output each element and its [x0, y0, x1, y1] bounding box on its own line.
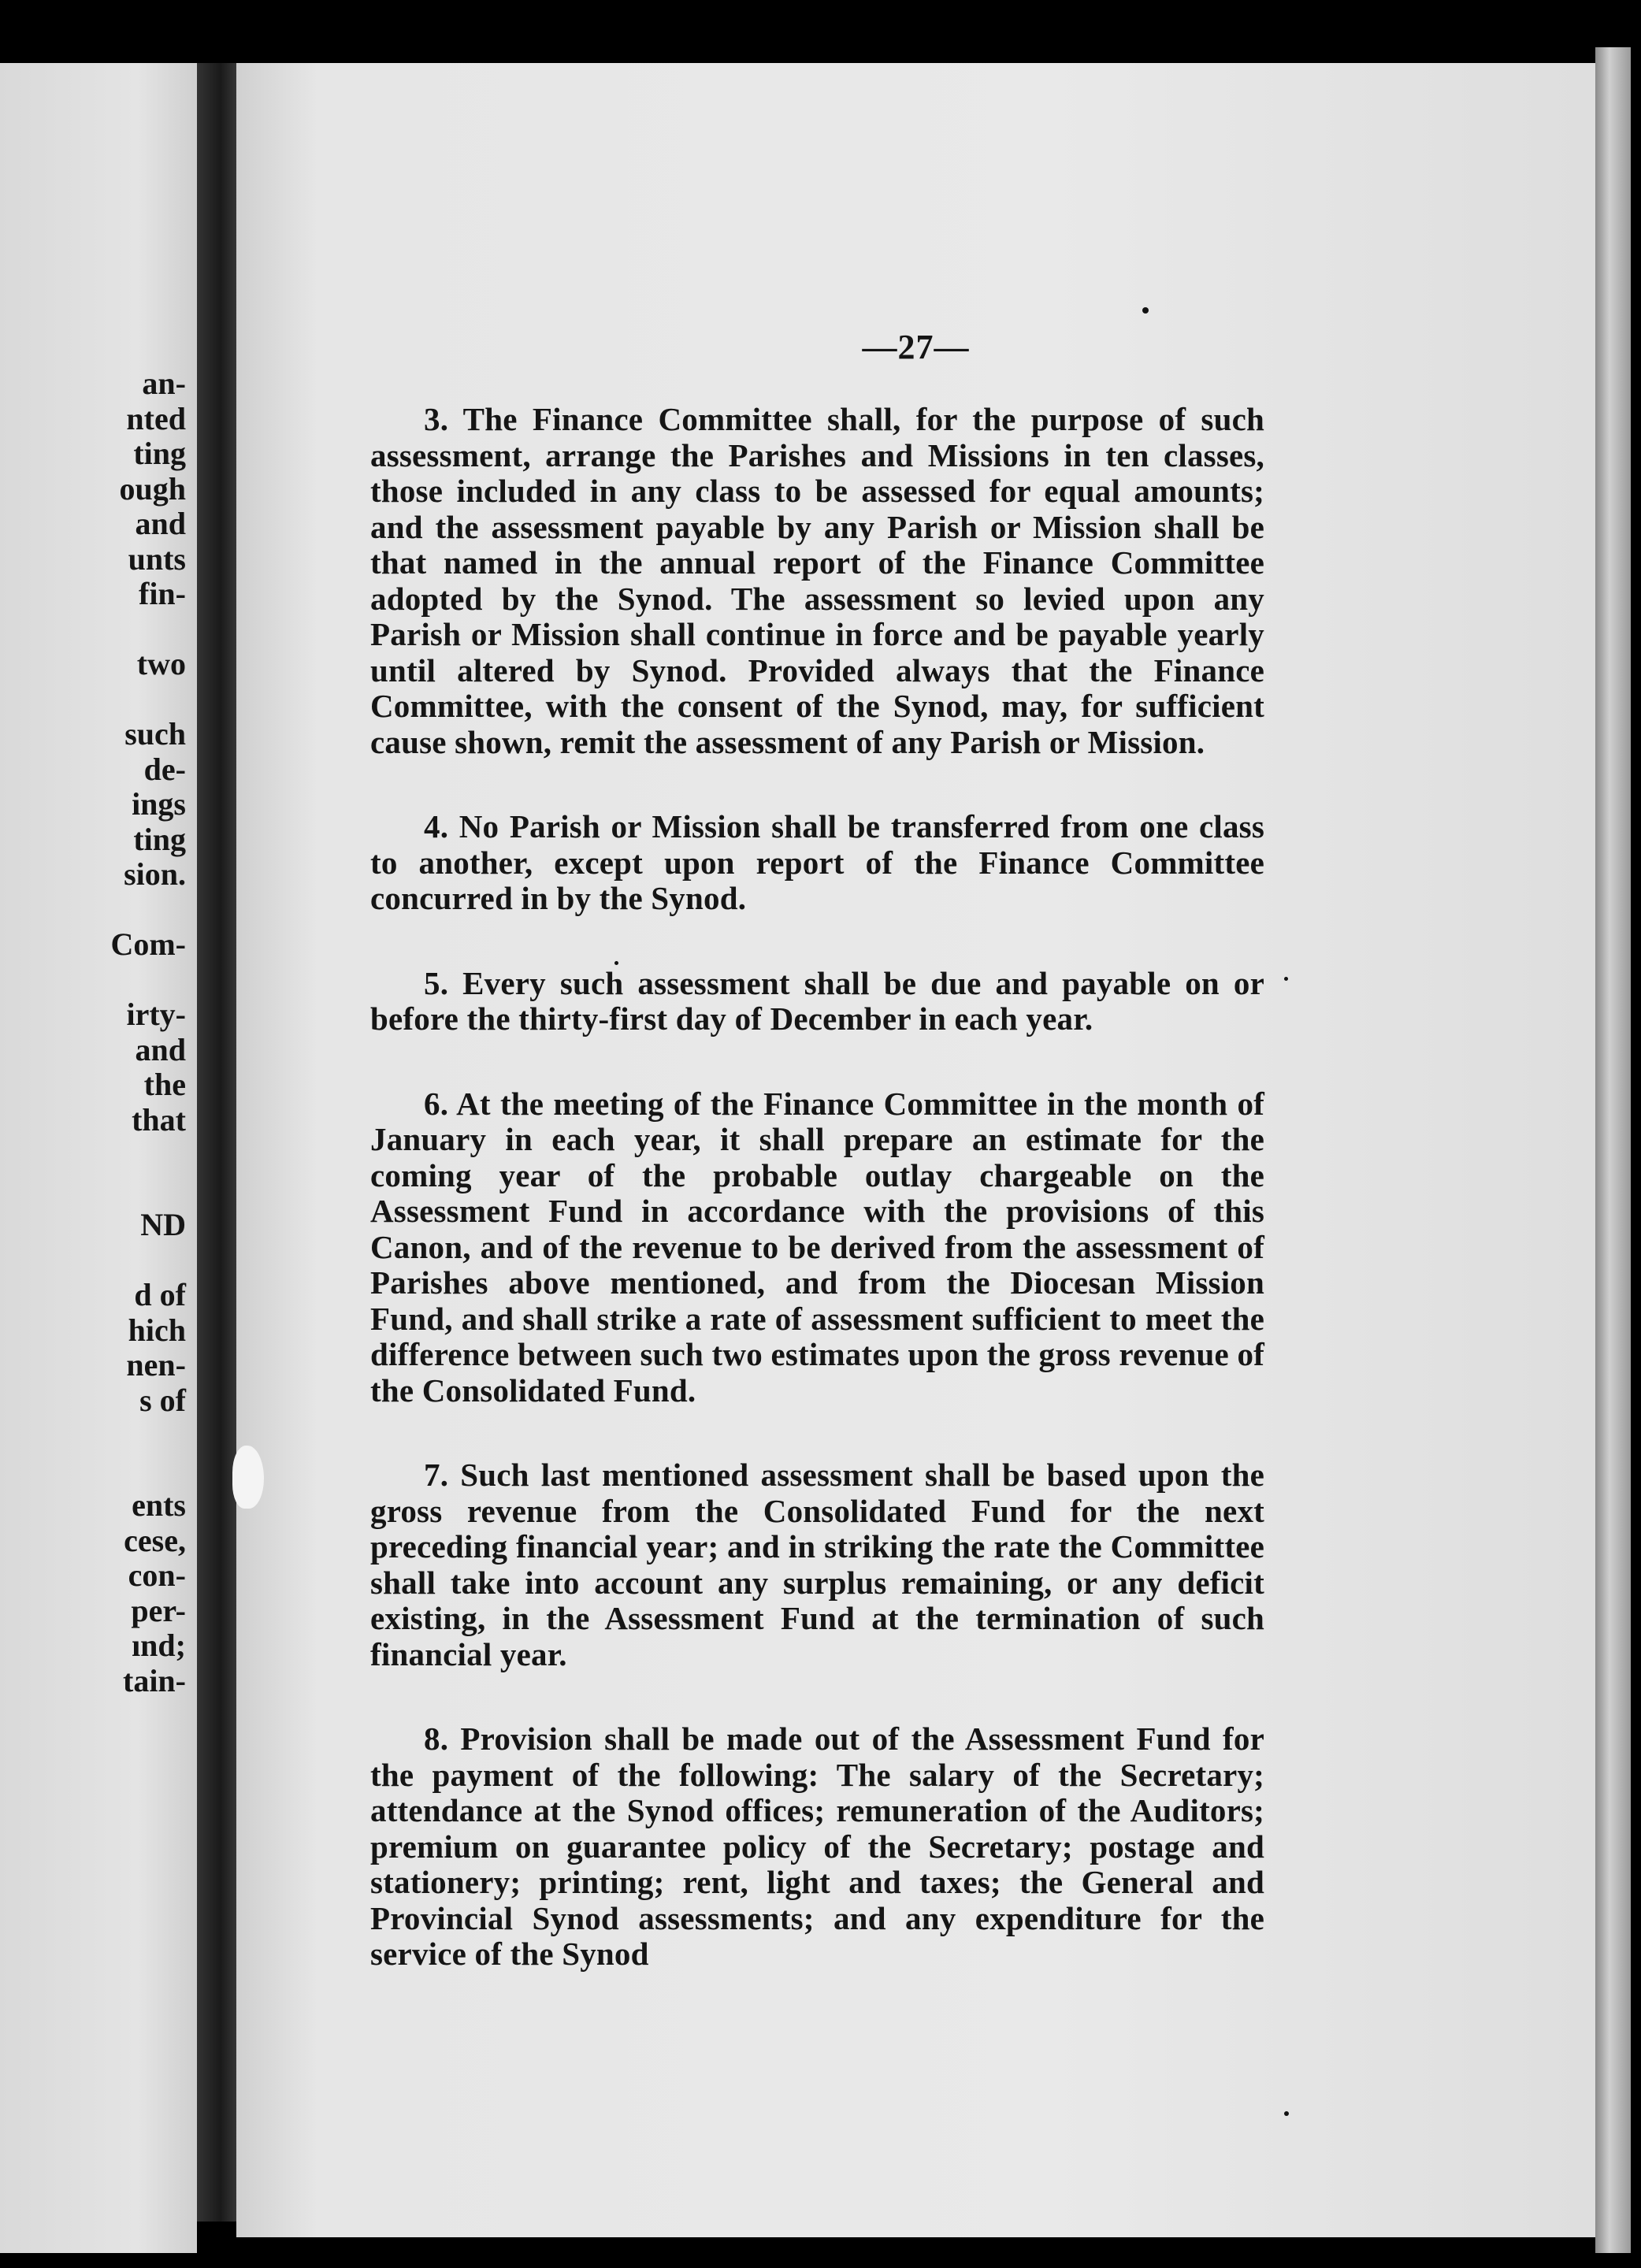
left-page-line: ND	[140, 1207, 186, 1242]
left-page-line	[28, 1418, 186, 1453]
left-page-line: s of	[139, 1382, 186, 1418]
left-page-line: sion.	[124, 856, 186, 892]
left-page-line	[28, 1138, 186, 1173]
left-page-line: cese,	[124, 1522, 186, 1558]
left-page-line: irty-	[126, 997, 186, 1032]
left-page-line	[28, 1243, 186, 1279]
dust-speck	[1284, 977, 1288, 981]
left-page-fragment	[0, 63, 197, 2253]
left-page-line	[28, 682, 186, 718]
right-page	[236, 63, 1595, 2237]
left-page-line: such	[124, 716, 186, 752]
left-page-line: ting	[133, 821, 186, 857]
paragraph-6: 6. At the meeting of the Finance Committee in the month of January in each year, it shall prepare an estimate for the coming year of the probable outlay chargeable on the Assessment Fund in accordance with the provisions of this Canon, and of the revenue to be derived from the assessment of Parishes above mentioned, and from the Diocesan Mission Fund, and shall strike a rate of assessment sufficient to meet the difference between such two estimates upon the gross revenue of the Consolidated Fund.	[370, 1085, 1264, 1409]
left-page-line: ings	[132, 786, 186, 822]
left-page-line: ents	[132, 1487, 186, 1523]
paper-tear	[232, 1446, 264, 1509]
left-page-line: that	[132, 1101, 186, 1138]
left-page-line: ınd;	[132, 1628, 186, 1663]
paragraph-4: 4. No Parish or Mission shall be transferred from one class to another, except upon report of the Finance Committee concurred in by the Synod.	[370, 808, 1264, 916]
page-edge	[1595, 47, 1631, 2253]
left-page-line: nted	[126, 400, 186, 436]
left-page-line	[28, 612, 186, 648]
left-page-line: ough	[119, 470, 186, 507]
left-page-line: and	[127, 506, 186, 541]
dust-speck	[1284, 2111, 1289, 2116]
left-page-line: two	[136, 646, 186, 681]
left-page-text-column	[28, 366, 186, 1698]
left-page-line: tain-	[123, 1662, 186, 1698]
left-page-line: con-	[128, 1557, 186, 1593]
dust-speck	[1142, 307, 1149, 314]
left-page-line: d of	[134, 1277, 186, 1312]
left-page-line: and	[127, 1031, 186, 1067]
left-page-line	[28, 893, 186, 928]
left-page-line	[28, 963, 186, 998]
paragraph-7: 7. Such last mentioned assessment shall be based upon the gross revenue from the Consolidated Fund for the next preceding financial year; and in striking the rate the Committee shall take into account any surplus remaining, or any deficit existing, in the Assessment Fund at the termination of such financial year.	[370, 1457, 1264, 1672]
left-page-line: Com-	[110, 926, 186, 962]
left-page-line: per-	[131, 1592, 186, 1628]
left-page-line: ting	[133, 436, 186, 471]
canon-text-body	[370, 402, 1264, 1973]
paragraph-8: 8. Provision shall be made out of the Assessment Fund for the payment of the following: The salary of the Secretary; attendance at the Synod offices; remuneration of the Auditors; premium on guarantee policy of the Secretary; postage and stationery; printing; rent, light and taxes; the General and Provincial Synod assessments; and any expenditure for the service of the Synod	[370, 1720, 1264, 1972]
left-page-line: an-	[142, 366, 186, 401]
paragraph-5: 5. Every such assessment shall be due and payable on or before the thirty-first day of December in each year.	[370, 964, 1264, 1037]
left-page-line: fin-	[131, 576, 186, 611]
paragraph-3: 3. The Finance Committee shall, for the purpose of such assessment, arrange the Parishes and Missions in ten classes, those included in any class to be assessed for equal amounts; and the assessment payable by any Parish or Mission shall be that named in the annual report of the Finance Committee adopted by the Synod. The assessment so levied upon any Parish or Mission shall continue in force and be payable yearly until altered by Synod. Provided always that the Finance Committee, with the consent of the Synod, may, for sufficient cause shown, remit the assessment of any Parish or Mission.	[370, 401, 1264, 760]
page-number: —27—	[862, 328, 970, 366]
left-page-line	[28, 1173, 186, 1208]
left-page-line	[28, 1453, 186, 1489]
left-page-line: hich	[128, 1312, 186, 1348]
dust-speck	[614, 961, 618, 965]
left-page-line: de-	[136, 751, 186, 787]
left-page-line: nen-	[126, 1347, 186, 1383]
left-page-line: the	[136, 1067, 186, 1102]
left-page-line: unts	[128, 540, 186, 577]
